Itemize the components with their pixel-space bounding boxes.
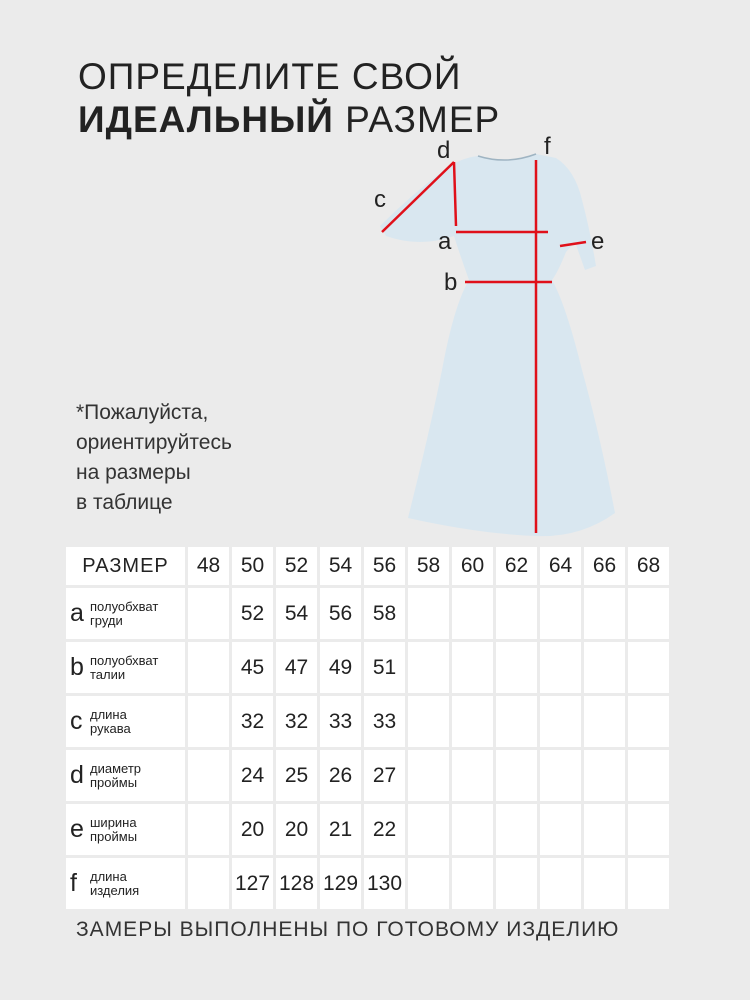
table-cell: 20 <box>276 804 317 855</box>
table-cell: 54 <box>276 588 317 639</box>
measure-desc-line: проймы <box>90 828 138 844</box>
table-cell <box>496 642 537 693</box>
table-cell <box>188 858 229 909</box>
table-cell: 33 <box>364 696 405 747</box>
measure-name <box>66 696 185 747</box>
table-cell <box>540 750 581 801</box>
measure-desc-line: груди <box>90 612 123 628</box>
table-cell: 52 <box>232 588 273 639</box>
table-cell: 45 <box>232 642 273 693</box>
table-cell <box>188 804 229 855</box>
table-row <box>66 858 669 909</box>
table-cell <box>584 696 625 747</box>
table-cell <box>496 696 537 747</box>
size-column-header: 64 <box>540 547 581 585</box>
table-cell <box>408 696 449 747</box>
table-cell <box>628 696 669 747</box>
table-cell <box>496 858 537 909</box>
size-column-header: 60 <box>452 547 493 585</box>
size-column-header: 58 <box>408 547 449 585</box>
measure-desc-line: полуобхват <box>90 598 159 614</box>
table-row <box>66 696 669 747</box>
measure-desc-line: полуобхват <box>90 652 159 668</box>
label-e: e <box>591 228 605 255</box>
table-cell <box>584 750 625 801</box>
table-cell <box>628 858 669 909</box>
measure-name-cell <box>66 858 185 909</box>
table-cell <box>540 588 581 639</box>
table-cell: 27 <box>364 750 405 801</box>
table-cell <box>540 858 581 909</box>
table-cell <box>408 858 449 909</box>
measure-name-cell <box>66 750 185 801</box>
note-line: ориентируйтесь <box>76 431 232 454</box>
table-row <box>66 642 669 693</box>
table-cell: 129 <box>320 858 361 909</box>
measure-description <box>90 762 141 790</box>
table-cell <box>452 642 493 693</box>
table-cell: 130 <box>364 858 405 909</box>
title-rest: РАЗМЕР <box>333 99 501 140</box>
table-cell <box>584 588 625 639</box>
table-cell <box>452 750 493 801</box>
measure-desc-line: проймы <box>90 774 138 790</box>
measure-desc-line: талии <box>90 666 126 682</box>
table-cell: 33 <box>320 696 361 747</box>
measure-name-cell <box>66 642 185 693</box>
table-cell <box>408 804 449 855</box>
measure-letter: e <box>70 815 84 843</box>
table-cell <box>540 804 581 855</box>
measure-desc-line: длина <box>90 706 127 722</box>
measure-description <box>90 600 158 628</box>
table-row <box>66 588 669 639</box>
size-column-header: 52 <box>276 547 317 585</box>
label-f: f <box>544 133 551 160</box>
measure-name-cell <box>66 588 185 639</box>
table-cell: 20 <box>232 804 273 855</box>
size-column-header: 62 <box>496 547 537 585</box>
table-cell <box>628 588 669 639</box>
table-cell <box>496 588 537 639</box>
table-cell: 24 <box>232 750 273 801</box>
table-cell <box>452 588 493 639</box>
label-c: c <box>374 186 386 213</box>
table-cell: 49 <box>320 642 361 693</box>
table-cell: 26 <box>320 750 361 801</box>
table-cell <box>496 750 537 801</box>
label-a: a <box>438 228 452 255</box>
table-cell: 32 <box>276 696 317 747</box>
size-column-header: 66 <box>584 547 625 585</box>
size-column-header: 56 <box>364 547 405 585</box>
table-cell <box>188 696 229 747</box>
measure-letter: b <box>70 653 84 681</box>
measure-name-cell <box>66 696 185 747</box>
table-cell: 32 <box>232 696 273 747</box>
table-cell: 128 <box>276 858 317 909</box>
table-cell <box>584 804 625 855</box>
table-cell <box>452 858 493 909</box>
table-cell <box>496 804 537 855</box>
table-cell: 51 <box>364 642 405 693</box>
title-bold-word: ИДЕАЛЬНЫЙ <box>78 99 334 140</box>
table-cell <box>188 642 229 693</box>
table-cell: 58 <box>364 588 405 639</box>
table-row <box>66 804 669 855</box>
measure-name <box>66 642 185 693</box>
measure-name <box>66 750 185 801</box>
measure-letter: f <box>70 869 77 897</box>
size-column-header: 48 <box>188 547 229 585</box>
size-column-header: 50 <box>232 547 273 585</box>
note-line: в таблице <box>76 491 173 514</box>
measure-letter: d <box>70 761 84 789</box>
dress-diagram <box>360 130 630 540</box>
page-title-line1: ОПРЕДЕЛИТЕ СВОЙ <box>78 56 462 97</box>
measure-name <box>66 588 185 639</box>
measure-desc-line: диаметр <box>90 760 141 776</box>
table-cell: 22 <box>364 804 405 855</box>
table-cell: 127 <box>232 858 273 909</box>
size-column-header: 68 <box>628 547 669 585</box>
table-cell <box>452 804 493 855</box>
table-row <box>66 750 669 801</box>
measure-desc-line: длина <box>90 868 127 884</box>
measure-desc-line: рукава <box>90 720 131 736</box>
table-cell <box>408 588 449 639</box>
label-b: b <box>444 269 458 296</box>
measure-description <box>90 816 137 844</box>
measure-description <box>90 654 158 682</box>
measure-name <box>66 804 185 855</box>
table-cell <box>540 642 581 693</box>
size-header-label: РАЗМЕР <box>66 547 185 585</box>
measure-letter: a <box>70 599 84 627</box>
table-cell <box>408 642 449 693</box>
table-cell: 25 <box>276 750 317 801</box>
table-cell <box>540 696 581 747</box>
table-cell <box>584 858 625 909</box>
label-d: d <box>437 137 451 164</box>
measure-desc-line: ширина <box>90 814 137 830</box>
table-cell <box>628 804 669 855</box>
table-cell <box>628 750 669 801</box>
size-note <box>76 398 232 518</box>
table-cell: 56 <box>320 588 361 639</box>
measure-description <box>90 870 139 898</box>
note-line: на размеры <box>76 461 191 484</box>
table-cell <box>628 642 669 693</box>
size-table <box>63 544 672 912</box>
measure-name <box>66 858 185 909</box>
measure-letter: c <box>70 707 83 735</box>
table-cell <box>584 642 625 693</box>
note-line: *Пожалуйста, <box>76 401 209 424</box>
dress-shape <box>380 154 615 536</box>
measure-desc-line: изделия <box>90 882 140 898</box>
table-cell <box>188 588 229 639</box>
table-cell <box>452 696 493 747</box>
size-column-header: 54 <box>320 547 361 585</box>
measure-name-cell <box>66 804 185 855</box>
measure-description <box>90 708 131 736</box>
table-cell: 21 <box>320 804 361 855</box>
size-header-row <box>66 547 669 585</box>
table-cell <box>188 750 229 801</box>
table-cell: 47 <box>276 642 317 693</box>
footer-note: ЗАМЕРЫ ВЫПОЛНЕНЫ ПО ГОТОВОМУ ИЗДЕЛИЮ <box>76 918 620 941</box>
table-cell <box>408 750 449 801</box>
